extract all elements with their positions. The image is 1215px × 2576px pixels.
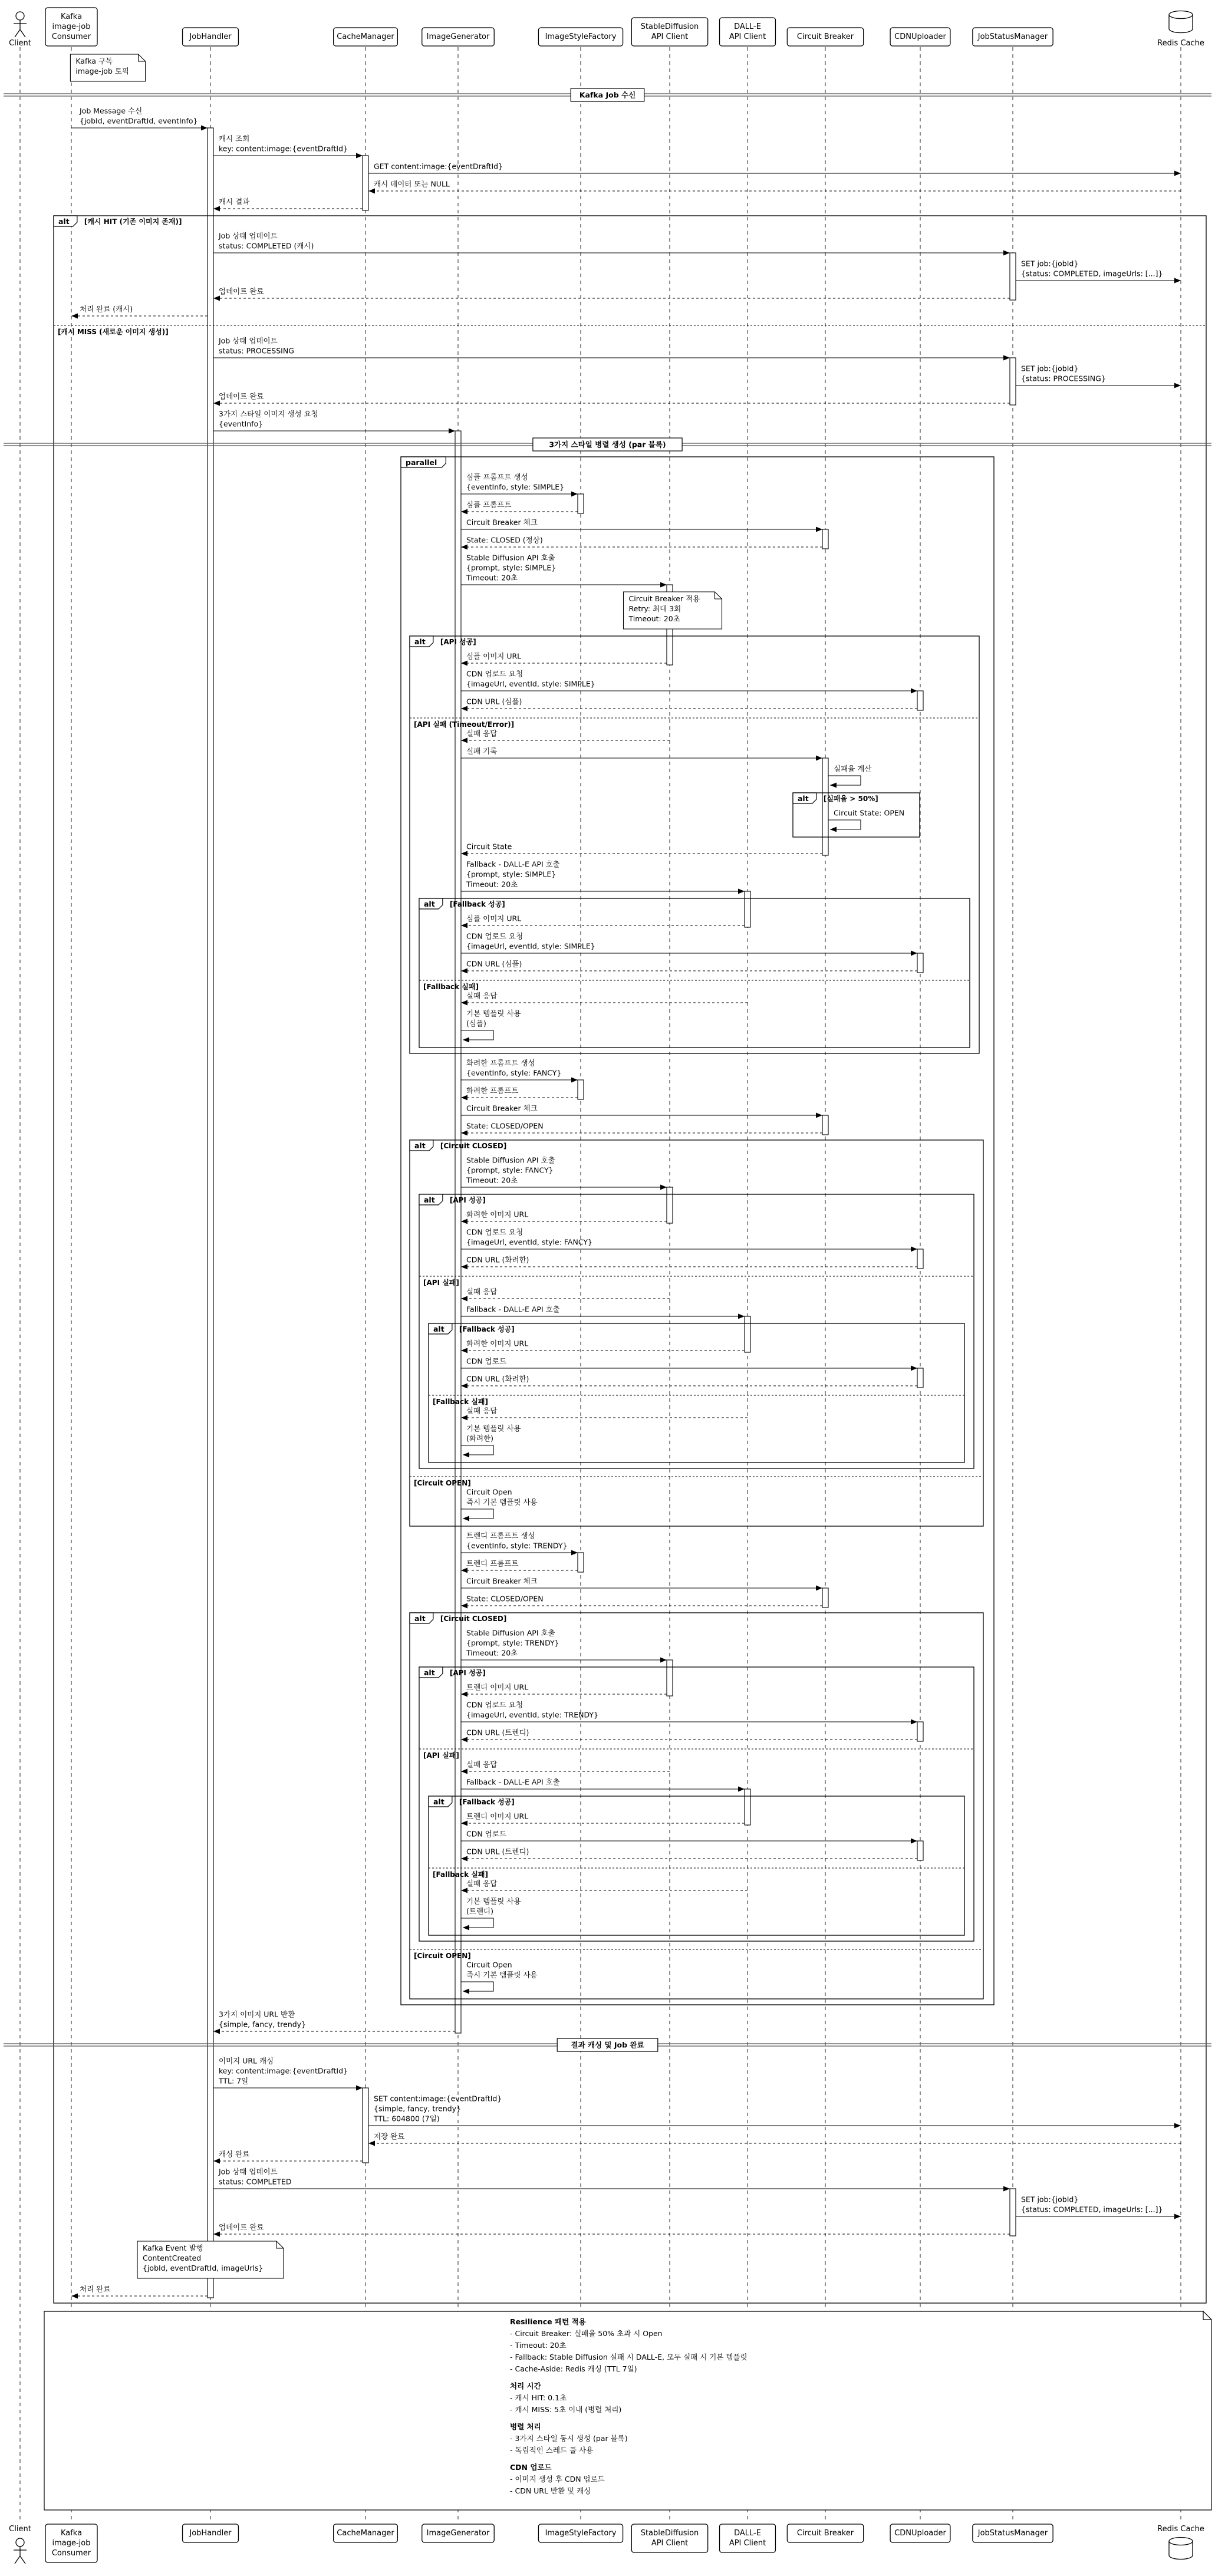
participant-label: ImageGenerator bbox=[426, 32, 490, 41]
message-label: 실패 응답 bbox=[466, 991, 498, 1000]
participant-label: StableDiffusion bbox=[640, 22, 699, 31]
message-label: {prompt, style: SIMPLE} bbox=[466, 869, 557, 879]
note-text: - CDN URL 반환 및 캐싱 bbox=[510, 2486, 591, 2495]
self-message-label: 즉시 기본 템플릿 사용 bbox=[466, 1497, 538, 1507]
participant-jobhandler bbox=[183, 28, 239, 46]
activation-bar bbox=[1010, 2189, 1016, 2236]
participant-dalle bbox=[720, 18, 776, 46]
self-message-label: (심플) bbox=[466, 1019, 486, 1028]
participant-label: CDNUploader bbox=[894, 2529, 946, 2538]
activation-bar bbox=[745, 1316, 750, 1352]
participant-imagegen bbox=[422, 2524, 494, 2542]
message-label: Timeout: 20초 bbox=[466, 1648, 518, 1658]
message-label: {status: PROCESSING} bbox=[1021, 374, 1106, 383]
activation-bar bbox=[917, 691, 923, 710]
fragment-guard: [Fallback 성공] bbox=[449, 900, 505, 908]
message-label: CDN 업로드 요청 bbox=[466, 931, 523, 941]
participant-label: CDNUploader bbox=[894, 32, 946, 41]
participant-jobstatus bbox=[973, 2524, 1053, 2542]
activation-bar bbox=[578, 494, 584, 513]
activation-bar bbox=[745, 1789, 750, 1825]
message-label: 실패 기록 bbox=[466, 746, 498, 756]
message-label: CDN URL (트렌디) bbox=[466, 1728, 529, 1737]
fragment-operator: alt bbox=[424, 1668, 435, 1677]
participant-imagegen bbox=[422, 28, 494, 46]
note-text: Timeout: 20초 bbox=[628, 614, 680, 623]
participant-cache bbox=[334, 2524, 398, 2542]
participant-label: Redis Cache bbox=[1157, 2525, 1204, 2534]
fragment-guard: [캐시 HIT (기존 이미지 존재)] bbox=[84, 218, 182, 226]
note-section-header: 병렬 처리 bbox=[510, 2422, 541, 2431]
message-label: status: COMPLETED bbox=[219, 2177, 292, 2186]
message-label: Fallback - DALL-E API 호출 bbox=[466, 1777, 560, 1787]
message-label: CDN 업로드 bbox=[466, 1356, 506, 1366]
bottom-note bbox=[44, 2311, 1211, 2510]
message-label: TTL: 604800 (7일) bbox=[374, 2114, 440, 2123]
participant-label: API Client bbox=[651, 2539, 689, 2548]
message-label: {jobId, eventDraftId, eventInfo} bbox=[80, 116, 198, 126]
message-label: {eventInfo, style: FANCY} bbox=[466, 1068, 562, 1078]
message-label: 심플 이미지 URL bbox=[466, 651, 522, 661]
participant-label: JobHandler bbox=[189, 32, 232, 41]
participant-label: image-job bbox=[52, 22, 91, 31]
message-label: CDN 업로드 요청 bbox=[466, 1227, 523, 1237]
message-label: 화려한 프롬프트 생성 bbox=[466, 1058, 535, 1068]
fragment-guard: [Fallback 성공] bbox=[459, 1325, 515, 1333]
fragment-guard: [API 성공] bbox=[449, 1196, 486, 1204]
message-label: {imageUrl, eventId, style: FANCY} bbox=[466, 1237, 592, 1247]
fragment-else-guard: [Circuit OPEN] bbox=[414, 1479, 471, 1487]
message-label: {simple, fancy, trendy} bbox=[374, 2104, 462, 2113]
message-label: 화려한 이미지 URL bbox=[466, 1210, 529, 1219]
message-label: status: PROCESSING bbox=[219, 346, 294, 355]
note-text: - Cache-Aside: Redis 캐싱 (TTL 7일) bbox=[510, 2364, 637, 2373]
note-text: - Fallback: Stable Diffusion 실패 시 DALL-E, 모두 실패 시 기본 템플릿 bbox=[510, 2353, 748, 2361]
message-label: Stable Diffusion API 호출 bbox=[466, 1628, 555, 1638]
participant-stylefactory bbox=[538, 28, 623, 46]
note-text: Retry: 최대 3회 bbox=[628, 604, 681, 613]
note-text: - Circuit Breaker: 실패율 50% 초과 시 Open bbox=[510, 2329, 663, 2338]
message-label: 처리 완료 (캐시) bbox=[80, 304, 133, 314]
participant-kafka bbox=[45, 2524, 97, 2562]
message-label: {imageUrl, eventId, style: SIMPLE} bbox=[466, 679, 595, 689]
participant-label: API Client bbox=[729, 32, 766, 41]
note-text: - 이미지 생성 후 CDN 업로드 bbox=[510, 2475, 605, 2483]
message-label: key: content:image:{eventDraftId} bbox=[219, 144, 348, 153]
message-label: Timeout: 20초 bbox=[466, 573, 518, 582]
message-label: {prompt, style: FANCY} bbox=[466, 1165, 554, 1175]
message-label: State: CLOSED/OPEN bbox=[466, 1594, 544, 1603]
fragment-else-guard: [Fallback 실패] bbox=[433, 1398, 488, 1406]
fragment-else-guard: [API 실패 (Timeout/Error)] bbox=[414, 720, 515, 729]
message-label: Stable Diffusion API 호출 bbox=[466, 553, 555, 562]
participant-label: Kafka bbox=[60, 2529, 83, 2538]
participant-jobhandler bbox=[183, 2524, 239, 2542]
message-label: CDN URL (심플) bbox=[466, 697, 522, 706]
participant-cdn bbox=[890, 28, 950, 46]
message-label: 실패 응답 bbox=[466, 1287, 498, 1296]
note-text: {jobId, eventDraftId, imageUrls} bbox=[143, 2264, 264, 2272]
activation-bar bbox=[745, 891, 750, 927]
message-label: 실패 응답 bbox=[466, 1760, 498, 1769]
message-label: Circuit Breaker 체크 bbox=[466, 1576, 538, 1586]
message-label: Fallback - DALL-E API 호출 bbox=[466, 1305, 560, 1314]
message-label: SET content:image:{eventDraftId} bbox=[374, 2094, 502, 2103]
note-text: - 3가지 스타일 동시 생성 (par 블록) bbox=[510, 2434, 628, 2443]
note-section-header: Resilience 패턴 적용 bbox=[510, 2317, 586, 2326]
fragment-else-guard: [Fallback 실패] bbox=[423, 983, 479, 991]
message-label: {status: COMPLETED, imageUrls: [...]} bbox=[1021, 2205, 1163, 2214]
activation-bar bbox=[1010, 358, 1016, 405]
message-label: Stable Diffusion API 호출 bbox=[466, 1155, 555, 1165]
database-icon bbox=[1169, 11, 1193, 33]
fragment-guard: [Circuit CLOSED] bbox=[440, 1615, 507, 1623]
activation-bar bbox=[578, 1553, 584, 1572]
message-label: CDN URL (화려한) bbox=[466, 1255, 529, 1264]
participant-label: JobStatusManager bbox=[977, 32, 1048, 41]
message-label: {prompt, style: TRENDY} bbox=[466, 1638, 559, 1648]
fragment-operator: alt bbox=[424, 1195, 435, 1204]
participant-dalle bbox=[720, 2524, 776, 2552]
note-section-header: 처리 시간 bbox=[510, 2381, 541, 2390]
activation-bar bbox=[822, 1588, 828, 1607]
participant-kafka bbox=[45, 8, 97, 46]
activation-bar bbox=[917, 1841, 923, 1860]
fragment-operator: alt bbox=[58, 217, 70, 226]
fragment-guard: [API 성공] bbox=[449, 1669, 486, 1677]
self-message-label: 즉시 기본 템플릿 사용 bbox=[466, 1970, 538, 1979]
activation-bar bbox=[667, 1660, 673, 1696]
participant-label: Kafka bbox=[60, 12, 83, 21]
message-label: 화려한 이미지 URL bbox=[466, 1339, 529, 1348]
message-label: SET job:{jobId} bbox=[1021, 2195, 1079, 2204]
message-label: CDN 업로드 요청 bbox=[466, 669, 523, 678]
self-message-label: Circuit Open bbox=[466, 1487, 512, 1497]
activation-bar bbox=[822, 758, 828, 855]
self-message-label: (트렌디) bbox=[466, 1906, 493, 1916]
self-message-label: 기본 템플릿 사용 bbox=[466, 1009, 521, 1018]
note-text: - 독립적인 스레드 풀 사용 bbox=[510, 2446, 594, 2455]
message-label: Circuit State bbox=[466, 842, 512, 851]
message-label: CDN 업로드 요청 bbox=[466, 1700, 523, 1709]
participant-cache bbox=[334, 28, 398, 46]
message-label: Fallback - DALL-E API 호출 bbox=[466, 859, 560, 869]
message-label: State: CLOSED (정상) bbox=[466, 535, 543, 545]
message-label: {eventInfo} bbox=[219, 419, 264, 429]
database-icon bbox=[1169, 2538, 1193, 2559]
fragment-operator: alt bbox=[433, 1797, 444, 1806]
message-label: {imageUrl, eventId, style: SIMPLE} bbox=[466, 941, 595, 951]
participant-label: Client bbox=[9, 39, 31, 48]
participant-label: Circuit Breaker bbox=[796, 2529, 854, 2538]
fragment-guard: [Fallback 성공] bbox=[459, 1798, 515, 1806]
activation-bar bbox=[1010, 253, 1016, 300]
message-label: Job Message 수신 bbox=[80, 106, 143, 116]
participant-label: Client bbox=[9, 2525, 31, 2534]
fragment-else-guard: [Circuit OPEN] bbox=[414, 1952, 471, 1960]
message-label: 3가지 스타일 이미지 생성 요청 bbox=[219, 409, 318, 419]
fragment-operator: alt bbox=[798, 794, 809, 803]
divider-label: 결과 캐싱 및 Job 완료 bbox=[571, 2040, 644, 2050]
fragment-else-guard: [API 실패] bbox=[423, 1279, 459, 1287]
fragment-else-guard: [API 실패] bbox=[423, 1751, 459, 1760]
message-label: 업데이트 완료 bbox=[219, 2222, 264, 2232]
divider-label: Kafka Job 수신 bbox=[579, 90, 636, 100]
participant-jobstatus bbox=[973, 28, 1053, 46]
message-label: {prompt, style: SIMPLE} bbox=[466, 563, 557, 572]
note-text: image-job 토픽 bbox=[75, 67, 129, 75]
message-label: 트렌디 프롬프트 생성 bbox=[466, 1531, 535, 1540]
note-text: ContentCreated bbox=[143, 2254, 202, 2262]
participant-label: JobStatusManager bbox=[977, 2529, 1048, 2538]
participant-label: Redis Cache bbox=[1157, 39, 1204, 48]
participant-label: ImageStyleFactory bbox=[545, 2529, 617, 2538]
message-label: 업데이트 완료 bbox=[219, 391, 264, 401]
message-label: CDN URL (트렌디) bbox=[466, 1847, 529, 1856]
participant-label: DALL-E bbox=[734, 22, 761, 31]
message-label: CDN URL (심플) bbox=[466, 959, 522, 969]
activation-bar bbox=[578, 1080, 584, 1099]
participant-label: Consumer bbox=[51, 32, 91, 41]
note-text: Kafka 구독 bbox=[75, 57, 113, 65]
participant-label: StableDiffusion bbox=[640, 2529, 699, 2538]
note-text: Circuit Breaker 적용 bbox=[628, 594, 700, 603]
message-label: 실패 응답 bbox=[466, 1879, 498, 1888]
message-label: SET job:{jobId} bbox=[1021, 259, 1079, 268]
divider-label: 3가지 스타일 병렬 생성 (par 블록) bbox=[549, 440, 666, 449]
message-label: status: COMPLETED (캐시) bbox=[219, 241, 314, 251]
activation-bar bbox=[917, 1722, 923, 1741]
message-label: 심플 프롬프트 생성 bbox=[466, 472, 528, 482]
note-section-header: CDN 업로드 bbox=[510, 2463, 552, 2472]
message-label: 저장 완료 bbox=[374, 2132, 405, 2141]
self-message-label: 기본 템플릿 사용 bbox=[466, 1424, 521, 1433]
message-label: SET job:{jobId} bbox=[1021, 364, 1079, 373]
fragment-guard: [Circuit CLOSED] bbox=[440, 1142, 507, 1150]
message-label: Circuit Breaker 체크 bbox=[466, 1103, 538, 1113]
activation-bar bbox=[363, 156, 368, 210]
activation-bar bbox=[917, 953, 923, 973]
message-label: CDN 업로드 bbox=[466, 1829, 506, 1839]
message-label: TTL: 7일 bbox=[219, 2076, 249, 2086]
message-label: {imageUrl, eventId, style: TRENDY} bbox=[466, 1710, 599, 1719]
message-label: 업데이트 완료 bbox=[219, 286, 264, 296]
message-label: 실패 응답 bbox=[466, 1406, 498, 1415]
activation-bar bbox=[917, 1249, 923, 1269]
message-label: {eventInfo, style: SIMPLE} bbox=[466, 482, 565, 492]
activation-bar bbox=[363, 2088, 368, 2163]
participant-label: API Client bbox=[729, 2539, 766, 2548]
message-label: 처리 완료 bbox=[80, 2284, 111, 2294]
participant-sd bbox=[631, 18, 707, 46]
message-label: 캐시 조회 bbox=[219, 134, 250, 143]
message-label: {simple, fancy, trendy} bbox=[219, 2020, 307, 2029]
message-label: {eventInfo, style: TRENDY} bbox=[466, 1541, 568, 1550]
fragment-operator: alt bbox=[433, 1325, 444, 1333]
message-label: Job 상태 업데이트 bbox=[219, 2167, 278, 2176]
message-label: CDN URL (화려한) bbox=[466, 1374, 529, 1383]
participant-label: ImageStyleFactory bbox=[545, 32, 617, 41]
message-label: 캐시 결과 bbox=[219, 197, 250, 206]
message-label: 캐시 데이터 또는 NULL bbox=[374, 179, 450, 189]
participant-label: CacheManager bbox=[337, 2529, 394, 2538]
participant-label: Circuit Breaker bbox=[796, 32, 854, 41]
participant-cdn bbox=[890, 2524, 950, 2542]
fragment-guard: [실패율 > 50%] bbox=[823, 795, 878, 803]
note-text: - 캐시 HIT: 0.1초 bbox=[510, 2393, 567, 2402]
fragment-operator: alt bbox=[424, 900, 435, 908]
fragment-operator: parallel bbox=[406, 458, 437, 467]
message-label: 이미지 URL 캐싱 bbox=[219, 2056, 274, 2066]
note-box bbox=[44, 2311, 1211, 2510]
participant-sd bbox=[631, 2524, 707, 2552]
participant-label: CacheManager bbox=[337, 32, 394, 41]
message-label: key: content:image:{eventDraftId} bbox=[219, 2066, 348, 2076]
message-label: 심플 프롬프트 bbox=[466, 500, 512, 509]
participant-cb bbox=[787, 2524, 863, 2542]
message-label: 심플 이미지 URL bbox=[466, 914, 522, 923]
message-label: 3가지 이미지 URL 반환 bbox=[219, 2010, 295, 2019]
message-label: 캐싱 완료 bbox=[219, 2149, 250, 2159]
message-label: Job 상태 업데이트 bbox=[219, 336, 278, 345]
note-text: - 캐시 MISS: 5초 이내 (병렬 처리) bbox=[510, 2405, 622, 2414]
fragment-operator: alt bbox=[414, 1141, 426, 1150]
activation-bar bbox=[917, 1368, 923, 1388]
fragment-else-guard: [Fallback 실패] bbox=[433, 1870, 488, 1879]
participant-label: DALL-E bbox=[734, 2529, 761, 2538]
activation-bar bbox=[208, 128, 213, 2298]
message-label: 트렌디 프롬프트 bbox=[466, 1559, 519, 1568]
activation-bar bbox=[822, 1115, 828, 1135]
self-message-label: 실패율 계산 bbox=[834, 764, 872, 773]
message-label: Timeout: 20초 bbox=[466, 879, 518, 889]
note-text: - Timeout: 20초 bbox=[510, 2341, 567, 2350]
activation-bar bbox=[822, 529, 828, 549]
message-label: 트렌디 이미지 URL bbox=[466, 1811, 529, 1821]
activation-bar bbox=[455, 431, 461, 2033]
fragment-guard: [API 성공] bbox=[440, 638, 476, 646]
message-label: State: CLOSED/OPEN bbox=[466, 1121, 544, 1131]
participant-label: API Client bbox=[651, 32, 689, 41]
participant-cb bbox=[787, 28, 863, 46]
fragment-operator: alt bbox=[414, 637, 426, 646]
self-message-label: 기본 템플릿 사용 bbox=[466, 1896, 521, 1906]
message-label: Job 상태 업데이트 bbox=[219, 231, 278, 241]
note-text: Kafka Event 발행 bbox=[143, 2244, 203, 2252]
message-label: Timeout: 20초 bbox=[466, 1175, 518, 1185]
message-label: Circuit Breaker 체크 bbox=[466, 518, 538, 527]
participant-label: JobHandler bbox=[189, 2529, 232, 2538]
participant-label: image-job bbox=[52, 2539, 91, 2548]
self-message-label: Circuit Open bbox=[466, 1960, 512, 1969]
message-label: 트렌디 이미지 URL bbox=[466, 1682, 529, 1692]
participant-label: Consumer bbox=[51, 2549, 91, 2558]
fragment-operator: alt bbox=[414, 1614, 426, 1623]
activation-bar bbox=[667, 1187, 673, 1223]
message-label: 화려한 프롬프트 bbox=[466, 1086, 519, 1095]
fragment-else-guard: [캐시 MISS (새로운 이미지 생성)] bbox=[58, 328, 169, 336]
self-message-label: Circuit State: OPEN bbox=[834, 808, 905, 818]
message-label: GET content:image:{eventDraftId} bbox=[374, 162, 503, 171]
participant-stylefactory bbox=[538, 2524, 623, 2542]
message-label: 실패 응답 bbox=[466, 729, 498, 738]
self-message-label: (화려한) bbox=[466, 1434, 493, 1443]
participant-label: ImageGenerator bbox=[426, 2529, 490, 2538]
message-label: {status: COMPLETED, imageUrls: [...]} bbox=[1021, 269, 1163, 278]
